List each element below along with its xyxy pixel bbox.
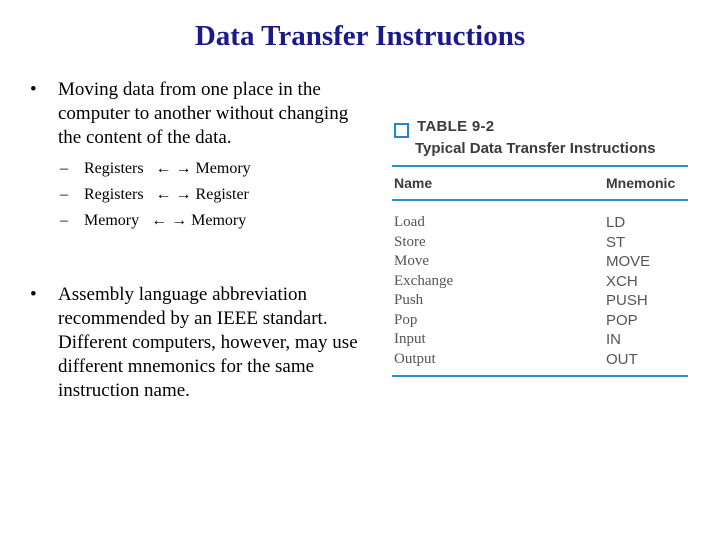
- cell-mnemonic: OUT: [606, 350, 638, 368]
- cell-name: Output: [394, 350, 436, 367]
- table-row: [392, 213, 688, 233]
- cell-mnemonic: PUSH: [606, 292, 648, 309]
- sub-item: [60, 156, 360, 182]
- table-row: [392, 272, 688, 292]
- table-row: [392, 330, 688, 350]
- bullet-list: [30, 78, 360, 234]
- table-body: [392, 201, 688, 375]
- cell-mnemonic: LD: [606, 214, 626, 231]
- sub-item: [60, 208, 360, 234]
- table-row: [392, 291, 688, 311]
- cell-name: Push: [394, 292, 424, 308]
- sub-right: Memory: [195, 160, 251, 177]
- cell-name: Exchange: [394, 272, 454, 289]
- cell-name: Pop: [394, 311, 418, 328]
- bullet-item-1: [30, 78, 360, 150]
- left-arrow-icon: ←: [151, 212, 168, 229]
- dash-icon: –: [60, 160, 68, 177]
- right-arrow-icon: →: [175, 186, 192, 203]
- table-caption: [392, 118, 688, 138]
- right-arrow-icon: →: [171, 212, 188, 229]
- cell-mnemonic: ST: [606, 233, 626, 251]
- cell-name: Load: [394, 214, 425, 230]
- sub-left: Registers: [84, 160, 144, 177]
- sub-item: [60, 182, 360, 208]
- cell-name: Input: [394, 331, 426, 347]
- caption-square-icon: [394, 123, 409, 138]
- slide-title: Data Transfer Instructions: [194, 20, 526, 52]
- table-bottom-rule: [392, 375, 688, 377]
- table-row: [392, 350, 688, 370]
- bullet-dot-icon: •: [30, 284, 37, 305]
- sub-right: Memory: [191, 212, 247, 229]
- sub-right: Register: [195, 186, 249, 203]
- bullet-dot-icon: •: [30, 79, 37, 100]
- bullet-item-2: [30, 283, 388, 403]
- caption-title: Typical Data Transfer Instructions: [415, 140, 656, 157]
- table-row: [392, 252, 688, 272]
- sub-list: [30, 156, 360, 234]
- dash-icon: –: [60, 212, 68, 229]
- sub-left: Registers: [84, 186, 144, 203]
- left-arrow-icon: ←: [155, 186, 172, 203]
- caption-number: TABLE 9-2: [417, 118, 495, 135]
- cell-mnemonic: IN: [606, 331, 621, 348]
- sub-left: Memory: [84, 212, 140, 229]
- cell-name: Move: [394, 253, 429, 269]
- table-header: [392, 167, 688, 199]
- bullet-text: Moving data from one place in the computer to another without changing the content of the data.: [58, 79, 349, 148]
- column-header-mnemonic: Mnemonic: [606, 175, 676, 191]
- table-row: [392, 311, 688, 331]
- table-figure: [392, 118, 688, 377]
- left-arrow-icon: ←: [155, 160, 172, 177]
- cell-mnemonic: XCH: [606, 272, 638, 290]
- right-arrow-icon: →: [175, 160, 192, 177]
- cell-mnemonic: POP: [606, 311, 638, 329]
- column-header-name: Name: [394, 175, 433, 191]
- table-row: [392, 233, 688, 253]
- dash-icon: –: [60, 186, 68, 203]
- cell-name: Store: [394, 233, 426, 250]
- bullet-text: Assembly language abbreviation recommended by an IEEE standart. Different computers, however, may use different mnemonics for the same instruction name.: [58, 284, 358, 401]
- cell-mnemonic: MOVE: [606, 253, 651, 270]
